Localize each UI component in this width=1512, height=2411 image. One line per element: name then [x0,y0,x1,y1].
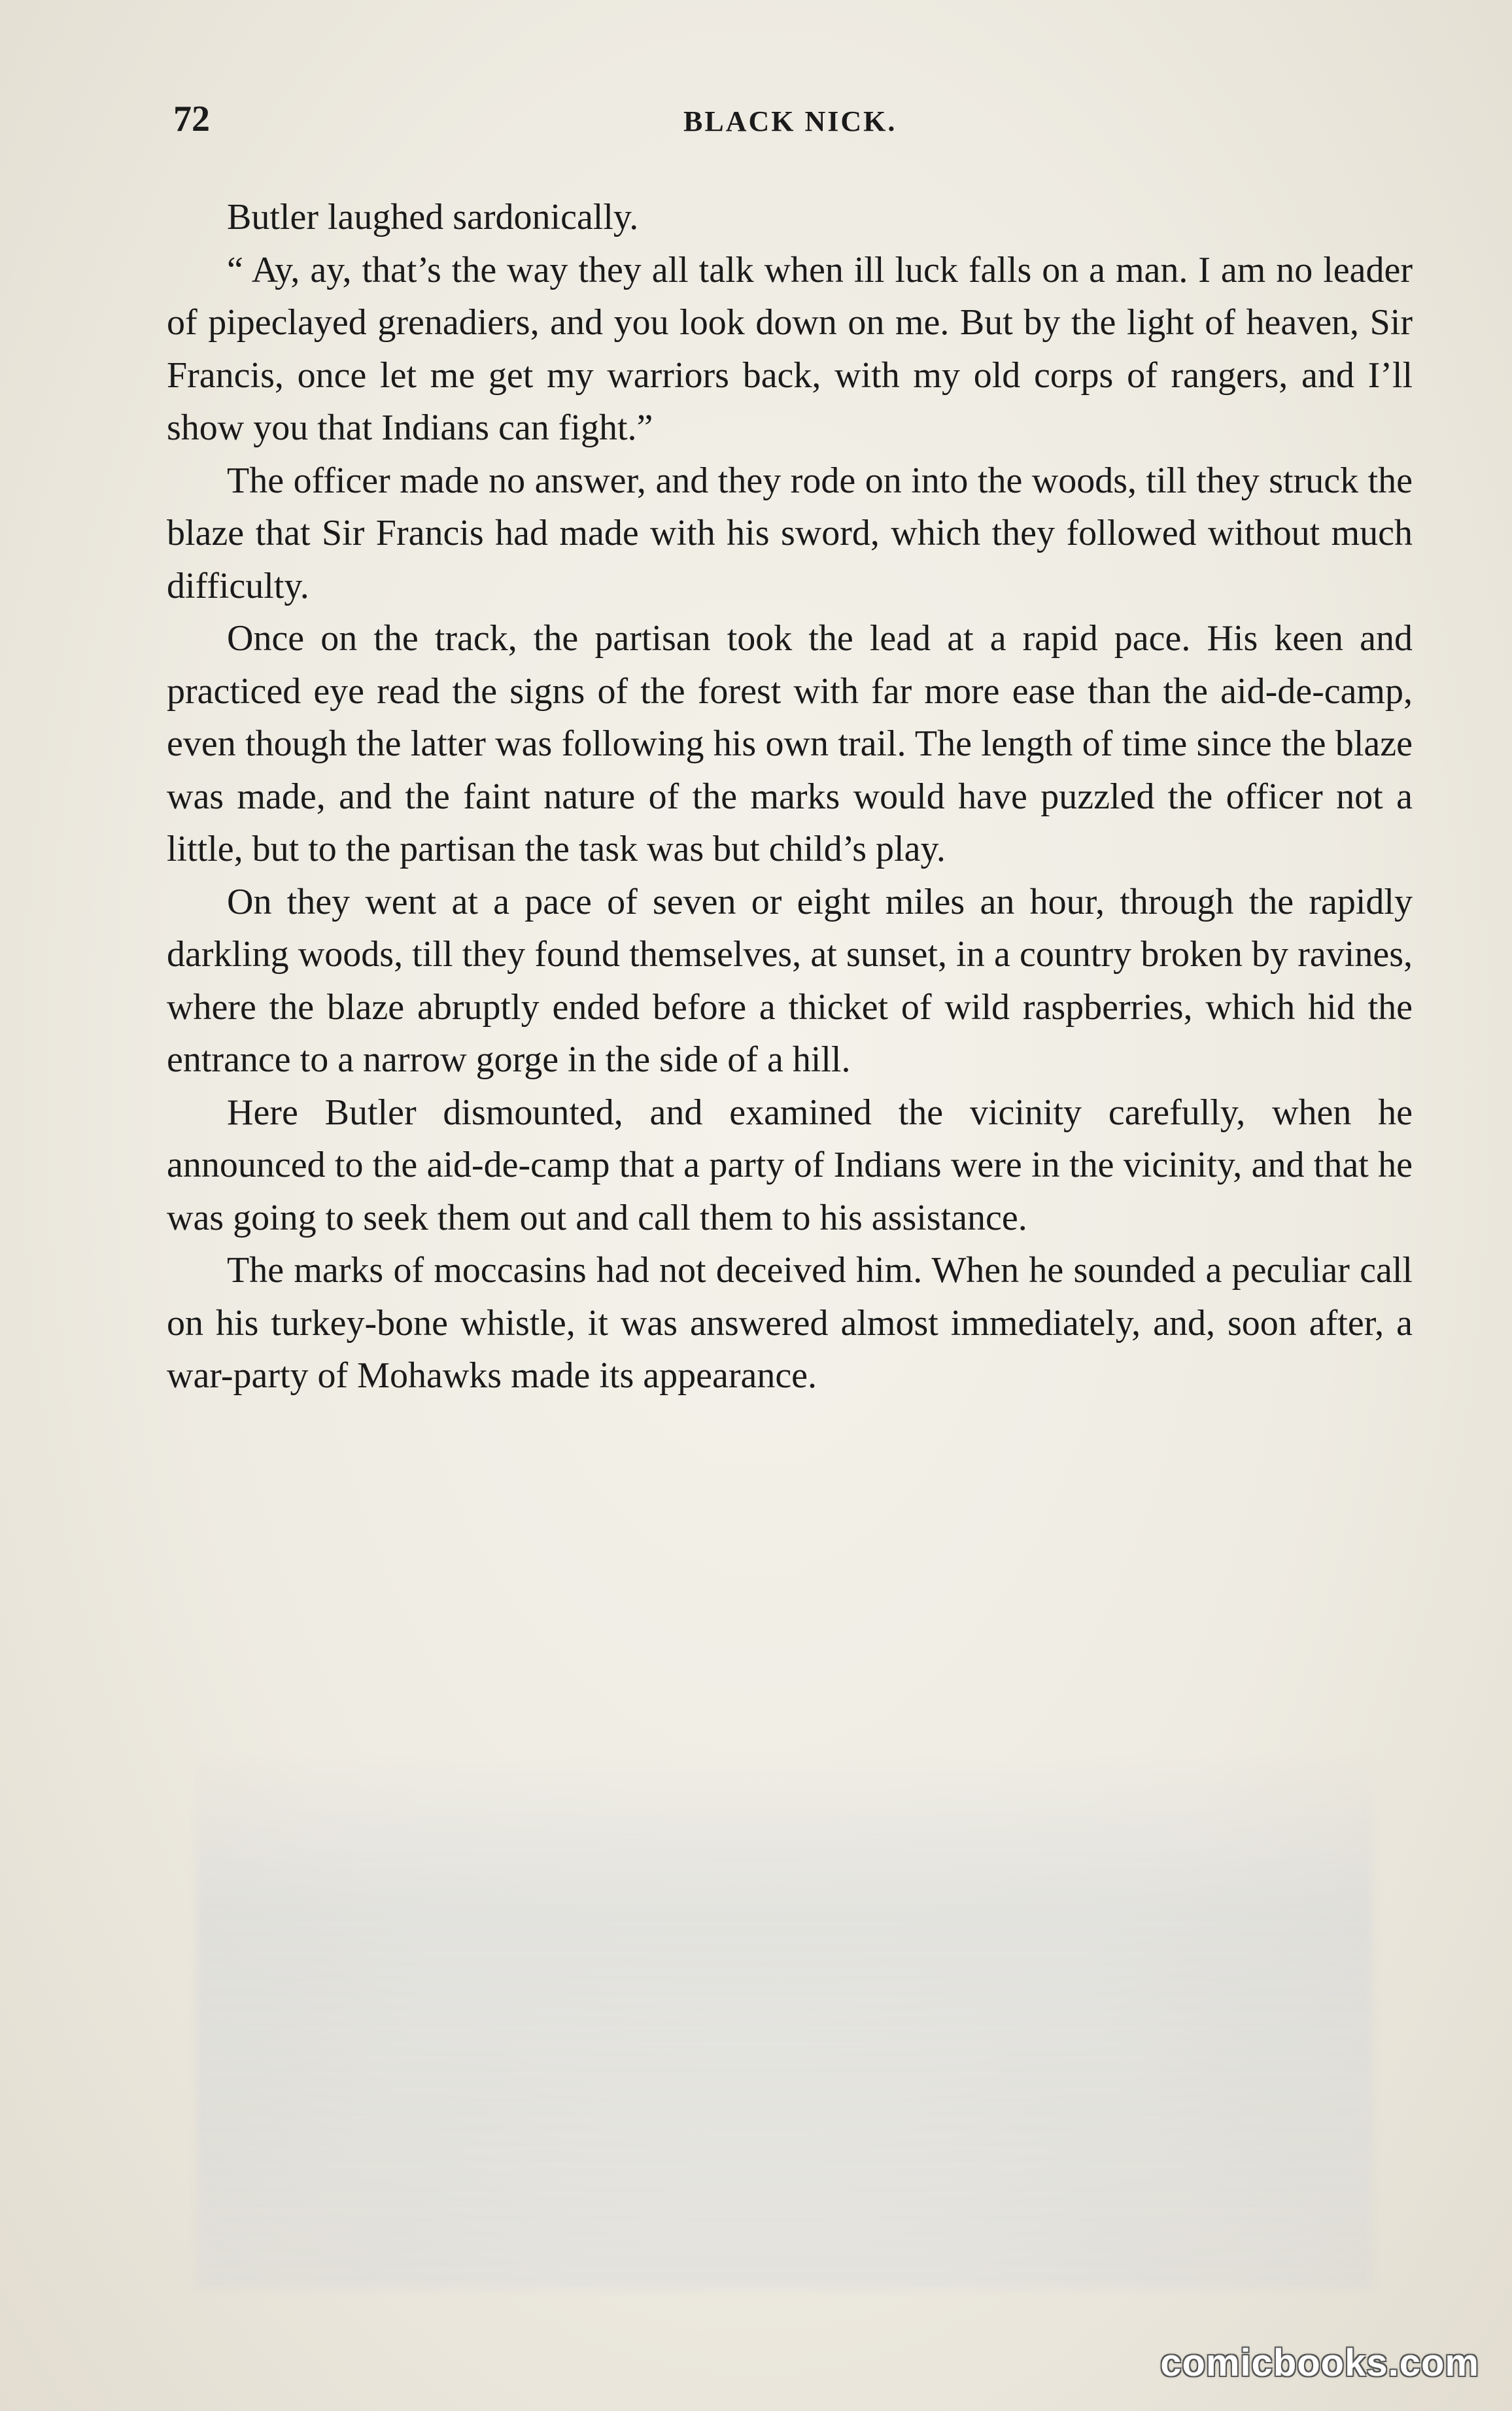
paragraph: Here Butler dismounted, and examined the vicinity carefully, when he announced to the aid-de-camp that a party of Indians were in the vicinity, and that he was going to seek them out and call them to his assistance. [167,1092,1413,1238]
paragraph: The officer made no answer, and they rode on into the woods, till they struck the blaze that Sir Francis had made with his sword, which they followed without much difficulty. [167,460,1413,606]
paragraph: Butler laughed sardonically. [227,197,639,237]
running-head: BLACK NICK. [683,105,897,137]
paragraph: The marks of moccasins had not deceived him. When he sounded a peculiar call on his turkey-bone whistle, it was answered almost immediately, and, soon after, a war-party of Mohawks made its appearance. [167,1250,1413,1396]
paragraph: “ Ay, ay, that’s the way they all talk when ill luck falls on a man. I am no leader of pipeclayed grenadiers, and you look down on me. But by the light of heaven, Sir Francis, once let me get my warriors back, with my old corps of rangers, and I’ll show you that Indians can fight.” [167,249,1413,448]
paragraph: Once on the track, the partisan took the lead at a rapid pace. His keen and practiced eye read the signs of the forest with far more ease than the aid-de-camp, even though the latter was following his own trail. The length of time since the blaze was made, and the faint nature of the marks would have puzzled the officer not a little, but to the partisan the task was but child’s play. [167,618,1413,869]
watermark: comicbooks.com [1160,2342,1479,2384]
page-header [173,98,1396,137]
show-through-shadow [196,1753,1373,2289]
body-text [167,191,1413,1402]
page-number: 72 [173,99,210,139]
paragraph: On they went at a pace of seven or eight miles an hour, through the rapidly darkling woods, till they found themselves, at sunset, in a country broken by ravines, where the blaze abruptly ended before a thicket of wild raspberries, which hid the entrance to a narrow gorge in the side of a hill. [167,881,1413,1080]
